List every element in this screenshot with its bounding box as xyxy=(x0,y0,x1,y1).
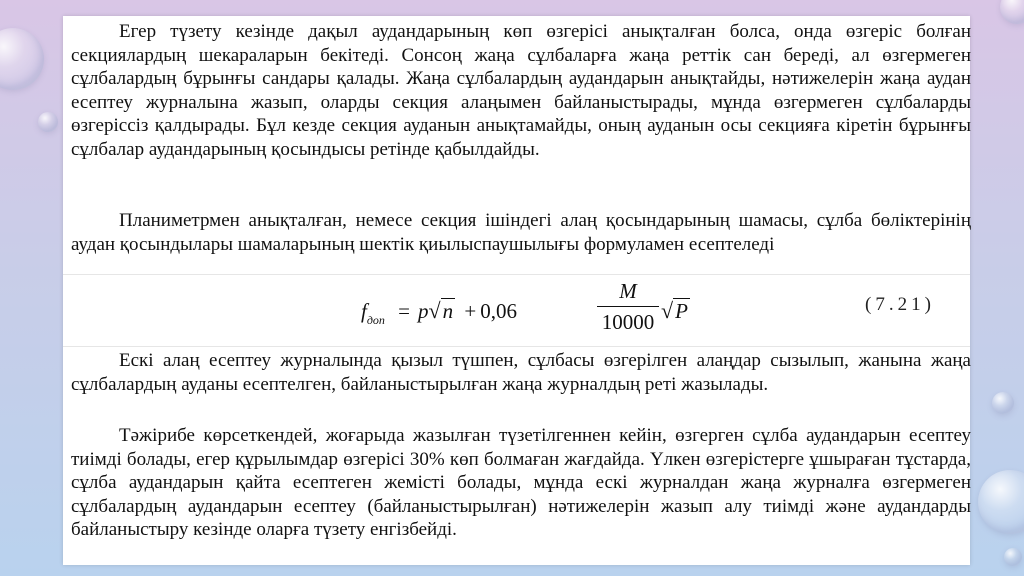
formula-lhs-subscript: доп xyxy=(366,313,385,327)
formula-fraction xyxy=(597,278,659,335)
formula-plus: + xyxy=(464,299,477,323)
formula-term1-radicand: n xyxy=(442,299,454,323)
decorative-bubble xyxy=(1000,0,1024,24)
equation-number: (7.21) xyxy=(865,294,935,315)
formula-term1-coef: p xyxy=(418,299,429,323)
fraction-bar xyxy=(597,306,659,307)
sqrt-icon: √ xyxy=(428,298,441,323)
paragraph-3: Ескі алаң есептеу журналында қызыл түшпен, сұлбасы өзгерілген алаңдар сызылып, жанына жаңа сұлбалардың ауданы есептелген, байланыстырылған жаңа журналдың реті жазылады. xyxy=(71,350,971,395)
formula-term2-coef: 0,06 xyxy=(480,299,517,323)
formula-left xyxy=(361,298,517,327)
divider xyxy=(63,346,970,347)
document-page xyxy=(63,16,970,565)
paragraph-4: Тәжірибе көрсеткендей, жоғарыда жазылған түзетілгеннен кейін, өзгерген сұлба аудандарын есептеу тиімді болады, егер құрылымдар өзгерісі 30% көп болмаған жағдайда. Үлкен өзгерістерге ұшыраған тұстарда, сұлба аудандарын қайта есептеген жемісті болады, мұнда ескі журналдан жаңа журналға өзгермеген сұлбалардың аудандарын есептеу (байланыстырылған) нәтижелерін жазып алу тиімді және аудандарды байланыстыру кезінде оларға түзету енгізбейді. xyxy=(71,425,971,541)
fraction-numerator: M xyxy=(619,279,637,303)
fraction-denominator: 10000 xyxy=(601,310,655,334)
decorative-bubble xyxy=(38,112,58,132)
formula-term2-radicand: P xyxy=(675,299,688,323)
sqrt-icon: √ xyxy=(661,298,674,323)
formula-lhs: f xyxy=(361,299,367,323)
formula xyxy=(361,278,688,342)
decorative-bubble xyxy=(978,470,1024,534)
decorative-bubble xyxy=(992,392,1014,414)
paragraph-1: Егер түзету кезінде дақыл аудандарының көп өзгерісі анықталған болса, онда өзгеріс болған секциялардың шекараларын бекітеді. Сонсоң жаңа сұлбаларға жаңа реттік сан береді, ал өзгермеген сұлбалардың бұрынғы сандары қалады. Жаңа сұлбалардың аудандарын анықтайды, нәтижелерін жаңа аудан есептеу журналына жазып, оларды секция алаңымен байланыстырады, мұнда өзгермеген сұлбаларды өзгеріссіз қалдырады. Бұл кезде секция ауданын анықтамайды, оның ауданын осы секцияға кіретін бұрынғы сұлбалар аудандарының қосындысы ретінде қабылдайды. xyxy=(71,21,971,160)
formula-equals: = xyxy=(398,299,411,323)
formula-right xyxy=(661,298,690,324)
paragraph-2: Планиметрмен анықталған, немесе секция ішіндегі алаң қосындарының шамасы, сұлба бөліктерінің аудан қосындылары шамаларының шектік қиылыспаушылығы формуламен есептеледі xyxy=(71,210,971,255)
decorative-bubble xyxy=(1004,548,1022,566)
divider xyxy=(63,274,970,275)
decorative-bubble xyxy=(0,28,44,90)
